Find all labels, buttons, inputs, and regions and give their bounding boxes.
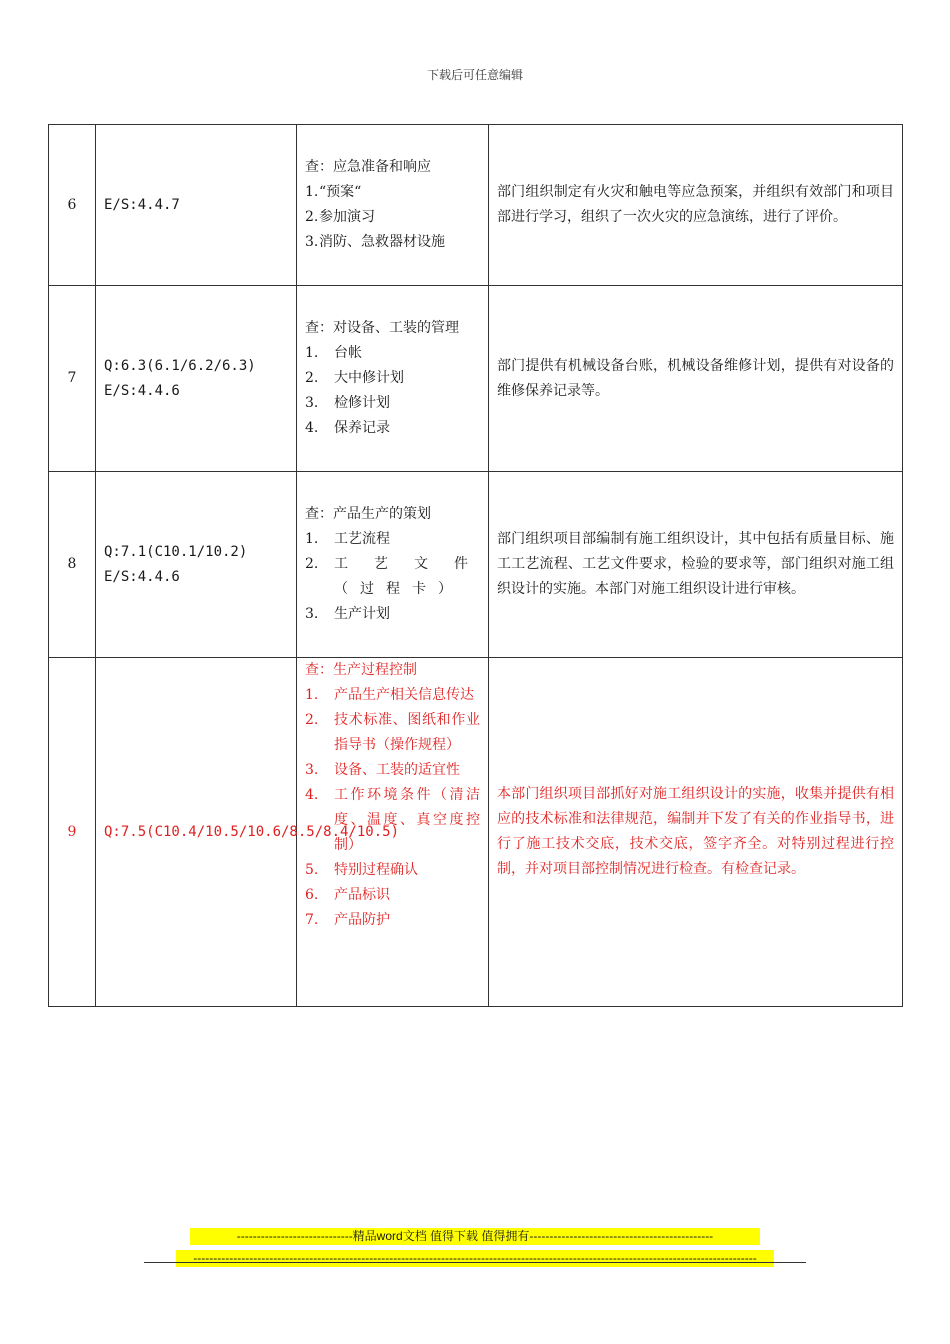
clause-cell <box>96 125 297 286</box>
list-item <box>305 858 480 883</box>
item-text: 大中修计划 <box>334 370 404 386</box>
table-row <box>49 658 903 1007</box>
item-number: 2. <box>305 370 319 386</box>
finding-cell: 部门提供有机械设备台账，机械设备维修计划，提供有对设备的维修保养记录等。 <box>489 286 903 472</box>
item-text: 设备、工装的适宜性 <box>334 762 460 778</box>
item-text: 技术标准、图纸和作业指导书（操作规程） <box>334 712 480 753</box>
item-number: 5. <box>305 862 319 878</box>
item-number: 4. <box>305 420 319 436</box>
check-list <box>305 180 480 255</box>
footer-dashes: --------------------------------------------------------------------------------------------------------------------------------------------- <box>176 1250 774 1267</box>
list-item <box>305 683 480 708</box>
row-number: 9 <box>49 658 96 1007</box>
item-text: 工艺文件（过程卡） <box>334 556 480 597</box>
row-number: 7 <box>49 286 96 472</box>
item-text: 特别过程确认 <box>334 862 418 878</box>
clause-line: E/S:4.4.6 <box>104 568 180 585</box>
item-number: 1. <box>305 345 319 361</box>
list-item <box>305 552 480 602</box>
item-text: 台帐 <box>334 345 362 361</box>
item-number: 2. <box>305 209 319 225</box>
item-text: 工艺流程 <box>334 531 390 547</box>
list-item <box>305 783 480 858</box>
clause-line: E/S:4.4.6 <box>104 382 180 399</box>
clause-cell <box>96 472 297 658</box>
finding-cell: 部门组织项目部编制有施工组织设计，其中包括有质量目标、施工工艺流程、工艺文件要求，检验的要求等，部门组织对施工组织设计的实施。本部门对施工组织设计进行审核。 <box>489 472 903 658</box>
clause-line: Q:7.5(C10.4/10.5/10.6/8.5/8.4/10.5) <box>104 823 400 840</box>
item-text: 产品生产相关信息传达 <box>334 687 474 703</box>
list-item <box>305 205 480 230</box>
item-number: 1. <box>305 184 319 200</box>
table-row <box>49 472 903 658</box>
item-text: 消防、急救器材设施 <box>319 234 445 250</box>
item-number: 4. <box>305 787 319 803</box>
list-item <box>305 527 480 552</box>
clause-line: Q:6.3(6.1/6.2/6.3) <box>104 357 256 374</box>
item-text: “预案“ <box>319 184 362 200</box>
item-number: 2. <box>305 556 319 572</box>
footer <box>0 1228 950 1272</box>
list-item <box>305 391 480 416</box>
clause-cell <box>96 286 297 472</box>
item-number: 7. <box>305 912 319 928</box>
item-number: 6. <box>305 887 319 903</box>
item-text: 检修计划 <box>334 395 390 411</box>
list-item <box>305 341 480 366</box>
finding-cell: 部门组织制定有火灾和触电等应急预案，并组织有效部门和项目部进行学习，组织了一次火灾的应急演练，进行了评价。 <box>489 125 903 286</box>
item-number: 3. <box>305 606 319 622</box>
clause-line: E/S:4.4.7 <box>104 196 180 213</box>
finding-cell: 本部门组织项目部抓好对施工组织设计的实施，收集并提供有相应的技术标准和法律规范，编制并下发了有关的作业指导书，进行了施工技术交底，技术交底，签字齐全。对特别过程进行控制，并对项目部控制情况进行检查。有检查记录。 <box>489 658 903 1007</box>
table-row <box>49 125 903 286</box>
item-number: 3. <box>305 234 319 250</box>
check-list <box>305 527 480 627</box>
list-item <box>305 416 480 441</box>
check-cell <box>297 472 489 658</box>
check-cell <box>297 125 489 286</box>
check-title: 查：产品生产的策划 <box>305 506 431 522</box>
item-text: 生产计划 <box>334 606 390 622</box>
check-title: 查：生产过程控制 <box>305 662 417 678</box>
check-cell <box>297 286 489 472</box>
check-list <box>305 683 480 933</box>
check-list <box>305 341 480 441</box>
check-title: 查：应急准备和响应 <box>305 159 431 175</box>
item-number: 1. <box>305 531 319 547</box>
row-number: 8 <box>49 472 96 658</box>
audit-table <box>48 124 903 1007</box>
page-header: 下载后可任意编辑 <box>426 68 523 82</box>
item-text: 产品防护 <box>334 912 390 928</box>
item-text: 参加演习 <box>319 209 375 225</box>
item-text: 保养记录 <box>334 420 390 436</box>
check-cell <box>297 658 489 1007</box>
item-number: 3. <box>305 395 319 411</box>
item-text: 工作环境条件（清洁度、温度、真空度控制） <box>334 787 480 853</box>
item-text: 产品标识 <box>334 887 390 903</box>
check-title: 查：对设备、工装的管理 <box>305 320 459 336</box>
footer-banner: -----------------------------精品word文档 值得下载 值得拥有---------------------------------------------- <box>190 1228 760 1245</box>
list-item <box>305 602 480 627</box>
list-item <box>305 758 480 783</box>
list-item <box>305 883 480 908</box>
list-item <box>305 230 480 255</box>
list-item <box>305 180 480 205</box>
list-item <box>305 708 480 758</box>
list-item <box>305 908 480 933</box>
list-item <box>305 366 480 391</box>
clause-line: Q:7.1(C10.1/10.2) <box>104 543 248 560</box>
footer-divider <box>144 1262 806 1263</box>
item-number: 1. <box>305 687 319 703</box>
row-number: 6 <box>49 125 96 286</box>
item-number: 3. <box>305 762 319 778</box>
item-number: 2. <box>305 712 319 728</box>
table-row <box>49 286 903 472</box>
